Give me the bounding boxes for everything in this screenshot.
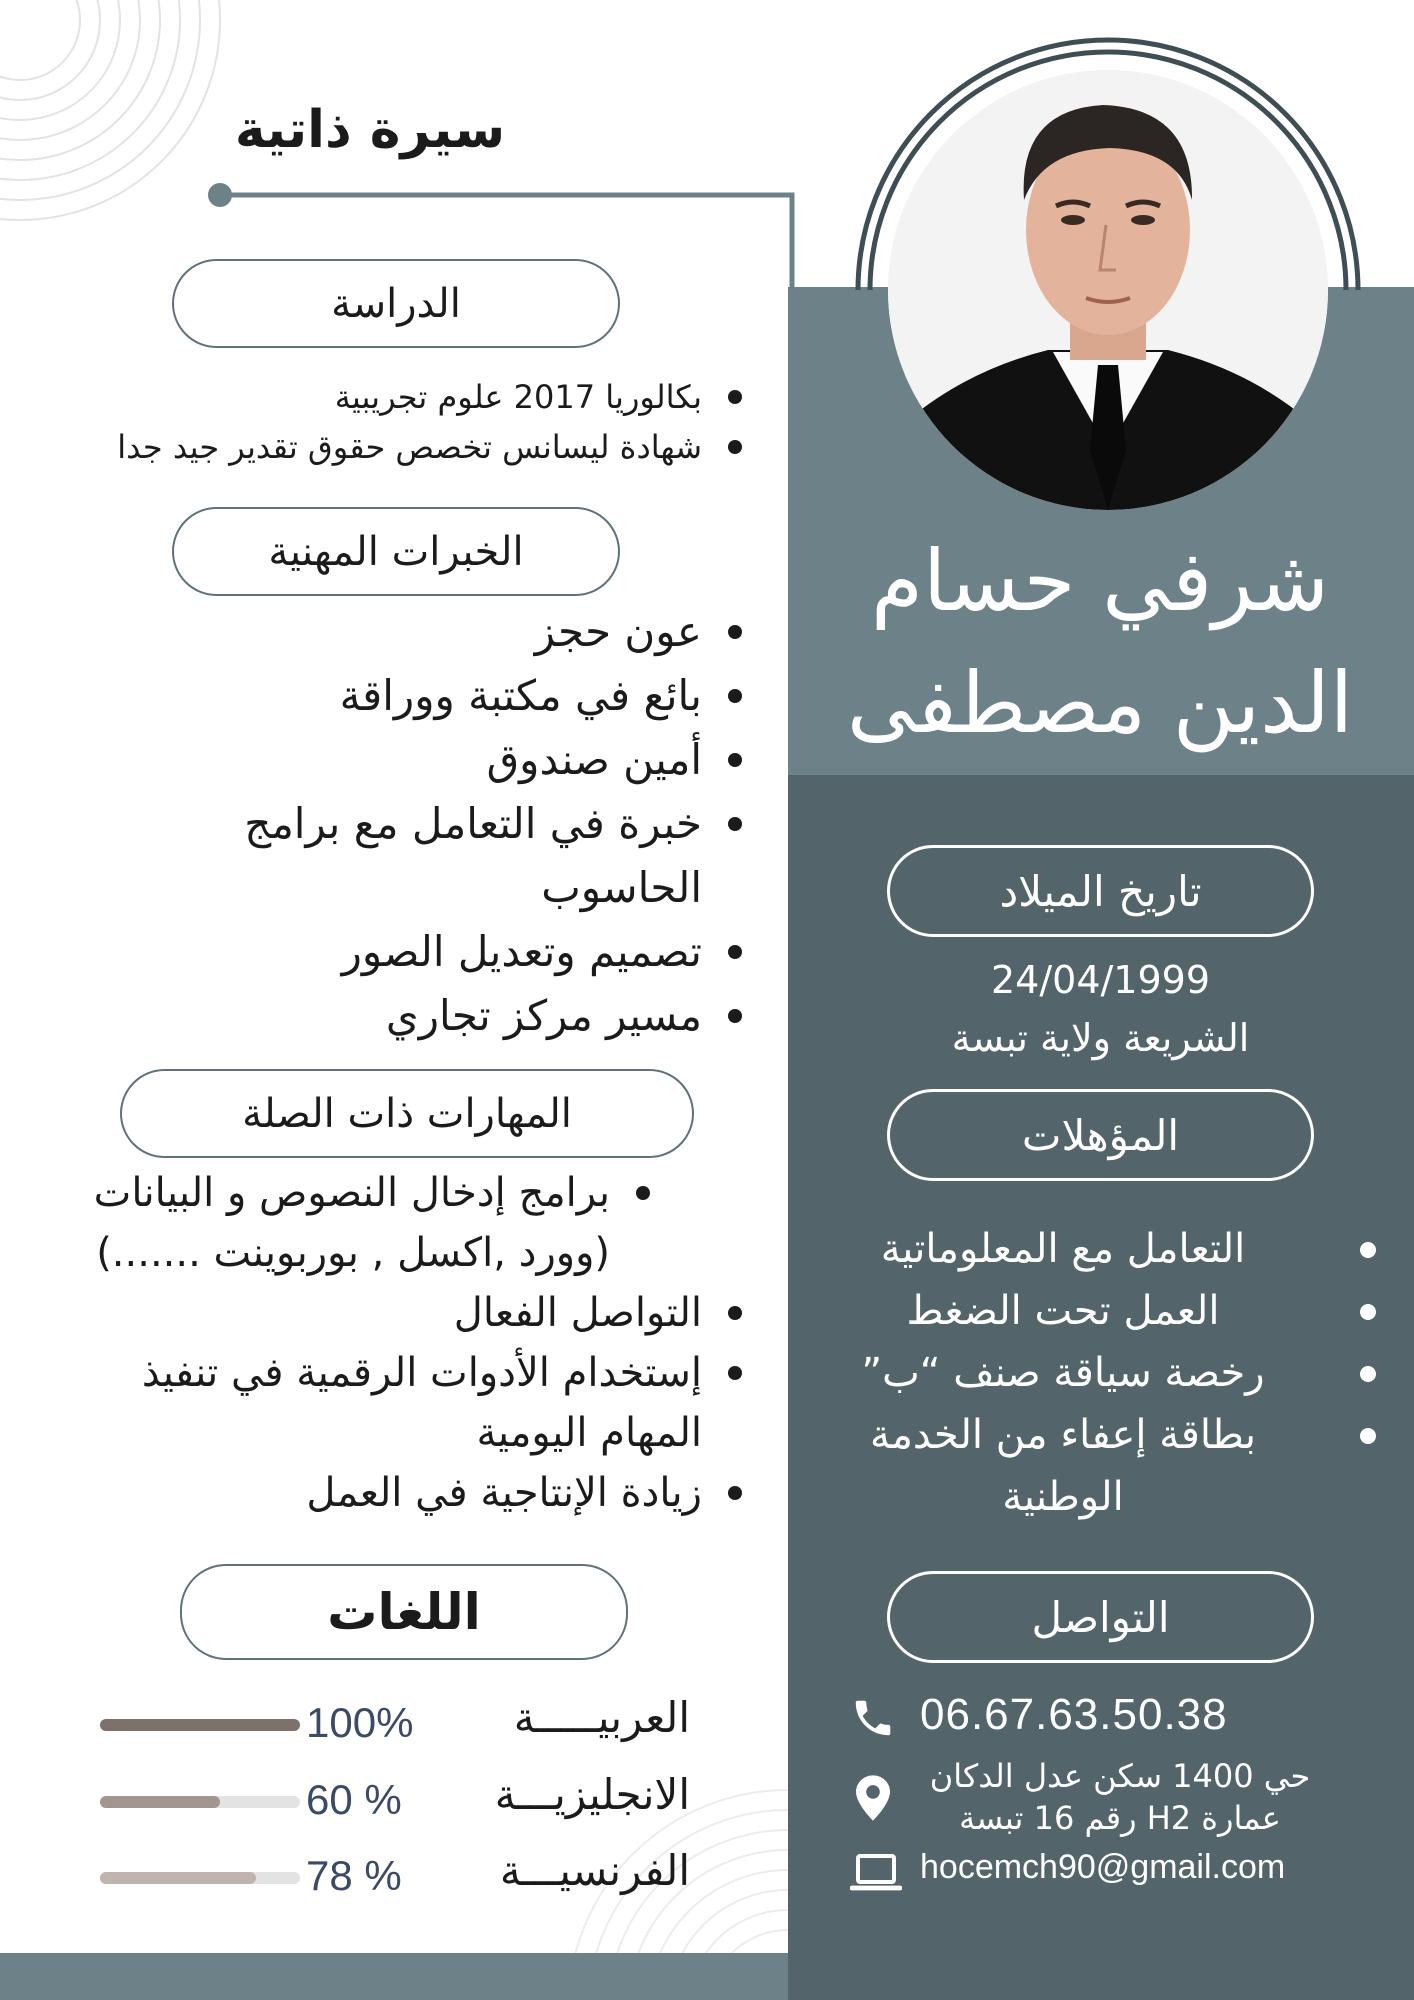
list-item: التواصل الفعال	[30, 1283, 744, 1343]
list-item: التعامل مع المعلوماتية	[820, 1218, 1376, 1280]
list-item: تصميم وتعديل الصور	[170, 920, 744, 984]
language-row-english	[100, 1770, 690, 1830]
decorative-arcs-top-left	[0, 0, 230, 240]
language-row-arabic	[100, 1693, 690, 1753]
list-item: برامج إدخال النصوص و البيانات (وورد ,اكسل , بوربوينت .......)	[30, 1163, 652, 1283]
language-level-fill	[100, 1719, 300, 1731]
language-percent: 78 %	[306, 1852, 402, 1899]
list-item: رخصة سياقة صنف “ب”	[820, 1342, 1376, 1404]
section-languages-header: اللغات	[180, 1564, 628, 1660]
list-item: العمل تحت الضغط	[820, 1280, 1376, 1342]
birth-date: 24/04/1999	[990, 958, 1211, 1002]
language-level-track	[100, 1872, 300, 1884]
list-item: عون حجز	[170, 600, 744, 664]
phone-icon	[850, 1695, 896, 1741]
list-item: بائع في مكتبة ووراقة	[170, 664, 744, 728]
language-level-track	[100, 1796, 300, 1808]
profile-photo	[848, 30, 1368, 530]
language-level-fill	[100, 1872, 256, 1884]
birth-place: الشريعة ولاية تبسة	[951, 1016, 1250, 1060]
skills-list	[30, 1163, 744, 1523]
bottom-strip	[0, 1953, 788, 2000]
list-item: إستخدام الأدوات الرقمية في تنفيذ المهام اليومية	[30, 1343, 744, 1463]
section-contact-header: التواصل	[887, 1571, 1314, 1663]
qualifications-list	[820, 1218, 1376, 1528]
address-line2: عمارة H2 رقم 16 تبسة	[959, 1799, 1281, 1837]
list-item: بطاقة إعفاء من الخدمة الوطنية	[820, 1404, 1376, 1528]
address-line1: حي 1400 سكن عدل الدكان	[929, 1757, 1311, 1795]
address	[905, 1755, 1335, 1839]
list-item: خبرة في التعامل مع برامج الحاسوب	[182, 792, 744, 920]
list-item: بكالوريا 2017 علوم تجريبية	[30, 372, 744, 422]
language-name: العربيـــــة	[513, 1693, 690, 1742]
laptop-icon	[850, 1852, 902, 1894]
language-level-track	[100, 1719, 300, 1731]
experience-list	[170, 600, 744, 1048]
section-qualifications-header: المؤهلات	[887, 1089, 1314, 1181]
language-name: الانجليزيـــة	[494, 1770, 690, 1819]
language-percent: 60 %	[306, 1776, 402, 1823]
list-item: أمين صندوق	[170, 728, 744, 792]
email[interactable]: hocemch90@gmail.com	[920, 1848, 1286, 1886]
education-list	[30, 372, 744, 472]
section-birth-header: تاريخ الميلاد	[887, 845, 1314, 937]
list-item: شهادة ليسانس تخصص حقوق تقدير جيد جدا	[30, 422, 744, 472]
page-title: سيرة ذاتية	[234, 100, 506, 160]
list-item: زيادة الإنتاجية في العمل	[30, 1463, 744, 1523]
language-percent: 100%	[306, 1699, 414, 1746]
language-row-french	[100, 1846, 690, 1906]
section-skills-header: المهارات ذات الصلة	[120, 1069, 694, 1158]
person-name-line1: شرفي حسام	[870, 532, 1330, 630]
section-experience-header: الخبرات المهنية	[172, 507, 620, 596]
language-level-fill	[100, 1796, 220, 1808]
section-education-header: الدراسة	[172, 259, 620, 348]
person-name	[800, 520, 1400, 764]
phone-number[interactable]: 06.67.63.50.38	[920, 1690, 1228, 1739]
language-name: الفرنسيـــة	[499, 1846, 690, 1895]
list-item: مسير مركز تجاري	[170, 984, 744, 1048]
location-pin-icon	[856, 1775, 890, 1821]
person-name-line2: الدين مصطفى	[846, 654, 1354, 752]
